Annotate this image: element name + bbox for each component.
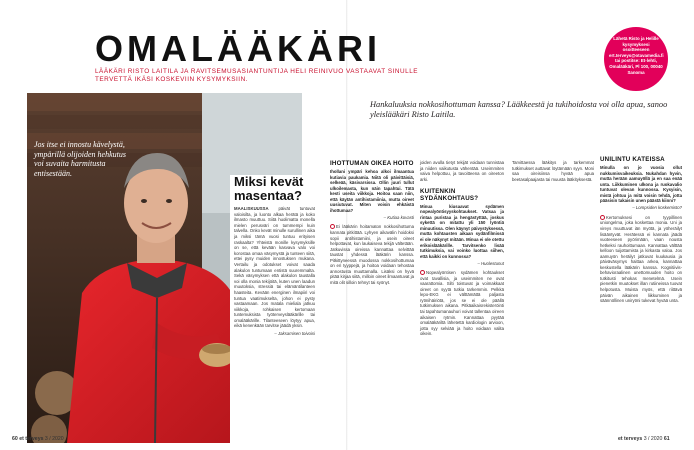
answer-ornament-icon [420,270,425,275]
signature-sleep: – Lompsiden koskemisto? [632,205,682,211]
answer-heart-continued: Tarvittaessa lääkitys ja tarkemmat tutkimukset auttavat löytämään syyn. Moni saa oireisiinsa hyvää apua beetasalpaajasta tai muusta lääkityksestä. [512,160,594,182]
folio-left [12,436,64,442]
signature-rash: – Kutiaa kovasti [383,214,414,220]
article-column-2 [420,160,504,338]
article-column-1 [330,160,414,287]
answer-sleep: Kertomuksesi on tyypillinen uniongelma, joka koskettaa monia. Uni ja vireys muuttuvat iän myötä, ja yöheräilyt lisääntyvät. Herätessä ei kannata jäädä vuoteeseen pyörimään, vaan nousta hetkeksi rauhoittumaan. Kannattaa välttää kelloon tuijottamista ja kirkasta valoa. Jos aamuyön heräilyt jatkuvat kuukausia ja päiväväsymys haittaa arkea, kannattaa keskustella lääkärin kanssa. Kognitiivis-behavioraalinen unettomuuden hoito on tutkitusti tehokas menetelmä. Usein pienetkin muutokset illan rutiineissa tuovat helpotusta. Muista myös, että riittävä päivän aikainen liikkuminen ja säännöllinen unirytmi tukevat hyvää unta. [600,214,682,304]
article-column-4 [600,156,682,305]
issue-left: 3 / 2020 [44,436,64,442]
answer-ornament-icon [600,215,605,220]
contact-badge: Lähetä Risto ja Helille kysymyksesi osoitteeseen ert.terveys@otavamedia.fi tai postitse: Et-lehti, Omalääkäri, Pl 100, 00040 Sanoma [604,27,668,91]
question-rash: Ihollani ympäri kehoa alkoi ilmaantua kutiavia paukamia. Niitä oli päivittäisiä, selkeää, käsivarsissa. Ollin juuri tullut ulkoilemasta, kun näin tapahtui. Tätä kesti useita viikkoja. Hoitoa saan niin, että käytän antihistamiinia, mutta oireet uusiutuvat. Miten voisin ehkäistä ihottumaa? [330,169,414,213]
pull-quote: Hankaluuksia nokkosihottuman kanssa? Lääkkeestä ja tukihoidosta voi olla apua, sanoo yleislääkäri Risto Laitila. [370,100,668,119]
article-deck: LÄÄKÄRI RISTO LAITILA JA RAVITSEMUSASIANTUNTIJA HELI REINIVUO VASTAAVAT SINULLE TERVETTÄ IKÄSI KOSKEVIIN KYSYMYKSIIN. [95,68,419,84]
publication-name-left: et terveys [19,436,44,442]
article-column-3 [512,160,594,184]
answer-rash-continued: joiden avulla tietyt tekijät voidaan tunnistaa ja niiden vaikutusta vähentää. Useimmiten vaiva helpottuu, ja tavoitteena on oireeton arki. [420,160,504,182]
heading-heart: KUITENKIN SYDÄNKOHTAUS? [420,187,479,202]
question-heart: Minua kiusaavat sydämen nopealyöntisyyskohtaukset. Vatsaa ja rintaa puristaa ja hengästyttää, joskus sykettä on mitattu yli 150 lyöntiä minuutissa. Olen käynyt päivystyksessä, mutta kohtausten aikaan sydänfilmissä ei ole näkynyt mitään. Minua ei ole otettu erikoislääkärille. Tarvitsenko lisää tutkimuksia, vai voinko luottaa siihen, että kaikki on kunnossa? [420,203,504,259]
side-article [230,175,315,443]
answer-heart: Nopealyöntisen sydämen kohtaukset ovat tavallisia, ja useimmiten ne ovat vaarattomia. Silti toistuvat ja voimakkaat oireet on syytä tutkia tarkemmin. Pelkkä lepo-EKG ei välttämättä paljasta rytmihäiriötä, jos se ei ole päällä tutkimuksen aikana. Pitkäaikaisrekisteröinti tai tapahtumanauhuri voivat tallentaa oireen aikaisen rytmin. Kannattaa pyytää omalääkäriltä lähetettä kardiologin arvioon, jotta syy selviää ja hoito voidaan valita oikein. [420,270,504,337]
page-title: OMALÄÄKÄRI [95,28,381,69]
page-number-left: 60 [12,436,18,442]
question-sleep: Minulla on jo vuosia ollut nukkumisvaikeuksia. Nukahdan hyvin, mutta herään aamuyöllä ja en saa enää unta. Liikkuminen ulkona ja ruokavalio tuntuvat olevan kunnossa. Kysyisin, mistä johtuu ja mitä voisin tehdä, jotta pääsisin takaisin unen päästä kiinni? [600,165,682,204]
heading-rash: IHOTTUMAN OIKEA HOITO [330,160,414,167]
answer-rash: Ei lääkärin hoitamaton nokkosihottuma kannata pitkittää. Lyhyen aikavälin hoidoksi sopii antihistamiini, ja usein oireet helpottavat, kun laukaiseva tekijä vältetään. Jatkuvissa oireissa kannattaa selvittää taustat yhdessä lääkärin kanssa. Pitkittyneessä muodossa nokkosihottumaa on eri tyyppejä, ja hoitoa voidaan tehostaa annostusta muuttamalla. Lisäksi on hyvä pitää kirjaa siitä, milloin oireet ilmaantuvat ja mitä olit silloin tehnyt tai syönyt. [330,224,414,285]
photo-credit: KUVA KRISTIINA SEPPÄNEN [12,390,16,431]
heading-sleep: UNILINTU KATEISSA [600,156,665,163]
side-article-text: päivät tuntuvat valoisilta, ja luonto alkaa herätä ja koko ilmasto muuttuu. Siitä huolimatta monella mielen perusväri on tummempi kuin talvella. Onko kevät minulle surullinen aika ja miksi tämä vuosi tuntuu erityisen raskaalta? Yhteistä monille kysymyksille on se, että kevään kasvava valo voi korostaa omaa väsymystä ja tunteen siitä, ettei pysy muiden innostuksen mukana. Vertailu ja odotukset voivat saada alakulon tuntumaan entistä suuremmalta. Sekä väsymyksen että alakulon taustalla voi olla monia tekijöitä, kuten unen laadun muutoksia, stressiä tai elämäntilanteen haasteita. Kevään energinen ilmapiiri voi tuntua vaatimukselta, johon ei pysty vastaamaan. Jos matala mieliala jatkuu viikkoja, rohkaisen kertomaan tuntemuksista työterveyslääkärille tai omalääkärille. Tilanteeseen löytyy apua, eikä kenenkään tarvitse jäädä yksin. [234,206,315,329]
issue-right: 3 / 2020 [643,436,663,442]
answer-ornament-icon [330,224,335,229]
photo-quote: Jos itse ei innostu kävelystä, ympärillä olijoiden hehkutus voi suvaita harmitusta entisestään. [34,140,126,178]
folio-right [618,436,670,442]
publication-name-right: et terveys [618,436,643,442]
page-number-right: 61 [663,436,670,442]
side-article-signature: – Jaksamisen toivoisi [274,331,315,337]
side-article-title: Miksi kevät masentaa? [234,174,304,203]
signature-heart: – Huolestunut [477,260,504,266]
side-article-body [230,202,315,329]
side-article-lead: MAALISKUUSSA [234,206,269,211]
